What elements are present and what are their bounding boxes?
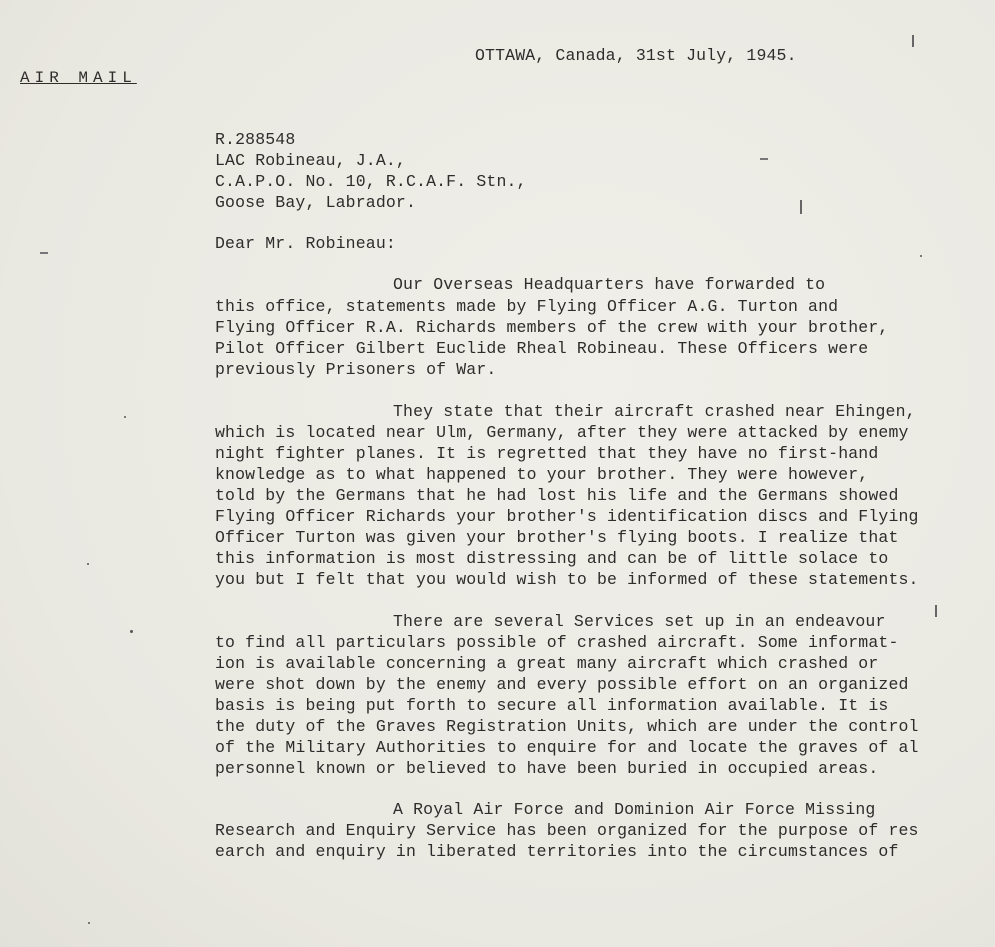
text-line: Research and Enquiry Service has been organized for the purpose of res	[215, 821, 919, 840]
text-line: were shot down by the enemy and every possible effort on an organized	[215, 675, 909, 694]
text-line: basis is being put forth to secure all information available. It is	[215, 696, 889, 715]
text-line: this office, statements made by Flying Officer A.G. Turton and	[215, 297, 839, 316]
text-line: previously Prisoners of War.	[215, 360, 497, 379]
air-mail-heading: AIR MAIL	[20, 69, 137, 87]
text-line: to find all particulars possible of crashed aircraft. Some informat-	[215, 633, 899, 652]
text-line: personnel known or believed to have been buried in occupied areas.	[215, 759, 879, 778]
scan-speck	[87, 563, 89, 565]
scan-speck	[130, 630, 133, 633]
address-line: C.A.P.O. No. 10, R.C.A.F. Stn.,	[215, 172, 527, 191]
text-line: knowledge as to what happened to your brother. They were however,	[215, 465, 869, 484]
address-line: LAC Robineau, J.A.,	[215, 151, 406, 170]
date-line: OTTAWA, Canada, 31st July, 1945.	[475, 46, 797, 65]
text-line: ion is available concerning a great many aircraft which crashed or	[215, 654, 879, 673]
text-line: Our Overseas Headquarters have forwarded to	[393, 275, 826, 294]
scan-speck	[920, 255, 922, 257]
text-line: of the Military Authorities to enquire for and locate the graves of al	[215, 738, 919, 757]
text-line: night fighter planes. It is regretted that they have no first-hand	[215, 444, 879, 463]
scan-mark	[800, 200, 802, 214]
text-line: this information is most distressing and can be of little solace to	[215, 549, 889, 568]
scan-mark	[935, 605, 937, 617]
text-line: There are several Services set up in an endeavour	[393, 612, 886, 631]
text-line: Officer Turton was given your brother's flying boots. I realize that	[215, 528, 899, 547]
address-line: Goose Bay, Labrador.	[215, 193, 417, 212]
salutation: Dear Mr. Robineau:	[215, 234, 396, 253]
scan-mark	[40, 252, 48, 254]
text-line: the duty of the Graves Registration Units, which are under the control	[215, 717, 919, 736]
text-line: Flying Officer R.A. Richards members of the crew with your brother,	[215, 318, 889, 337]
text-line: you but I felt that you would wish to be informed of these statements.	[215, 570, 919, 589]
scan-speck	[124, 416, 126, 418]
scan-mark	[912, 35, 914, 47]
scan-speck	[88, 922, 90, 924]
text-line: A Royal Air Force and Dominion Air Force Missing	[393, 800, 876, 819]
text-line: which is located near Ulm, Germany, after they were attacked by enemy	[215, 423, 909, 442]
text-line: earch and enquiry in liberated territories into the circumstances of	[215, 842, 899, 861]
text-line: They state that their aircraft crashed near Ehingen,	[393, 402, 916, 421]
address-line: R.288548	[215, 130, 296, 149]
text-line: Flying Officer Richards your brother's identification discs and Flying	[215, 507, 919, 526]
scan-mark	[760, 158, 768, 160]
text-line: Pilot Officer Gilbert Euclide Rheal Robineau. These Officers were	[215, 339, 869, 358]
text-line: told by the Germans that he had lost his life and the Germans showed	[215, 486, 899, 505]
